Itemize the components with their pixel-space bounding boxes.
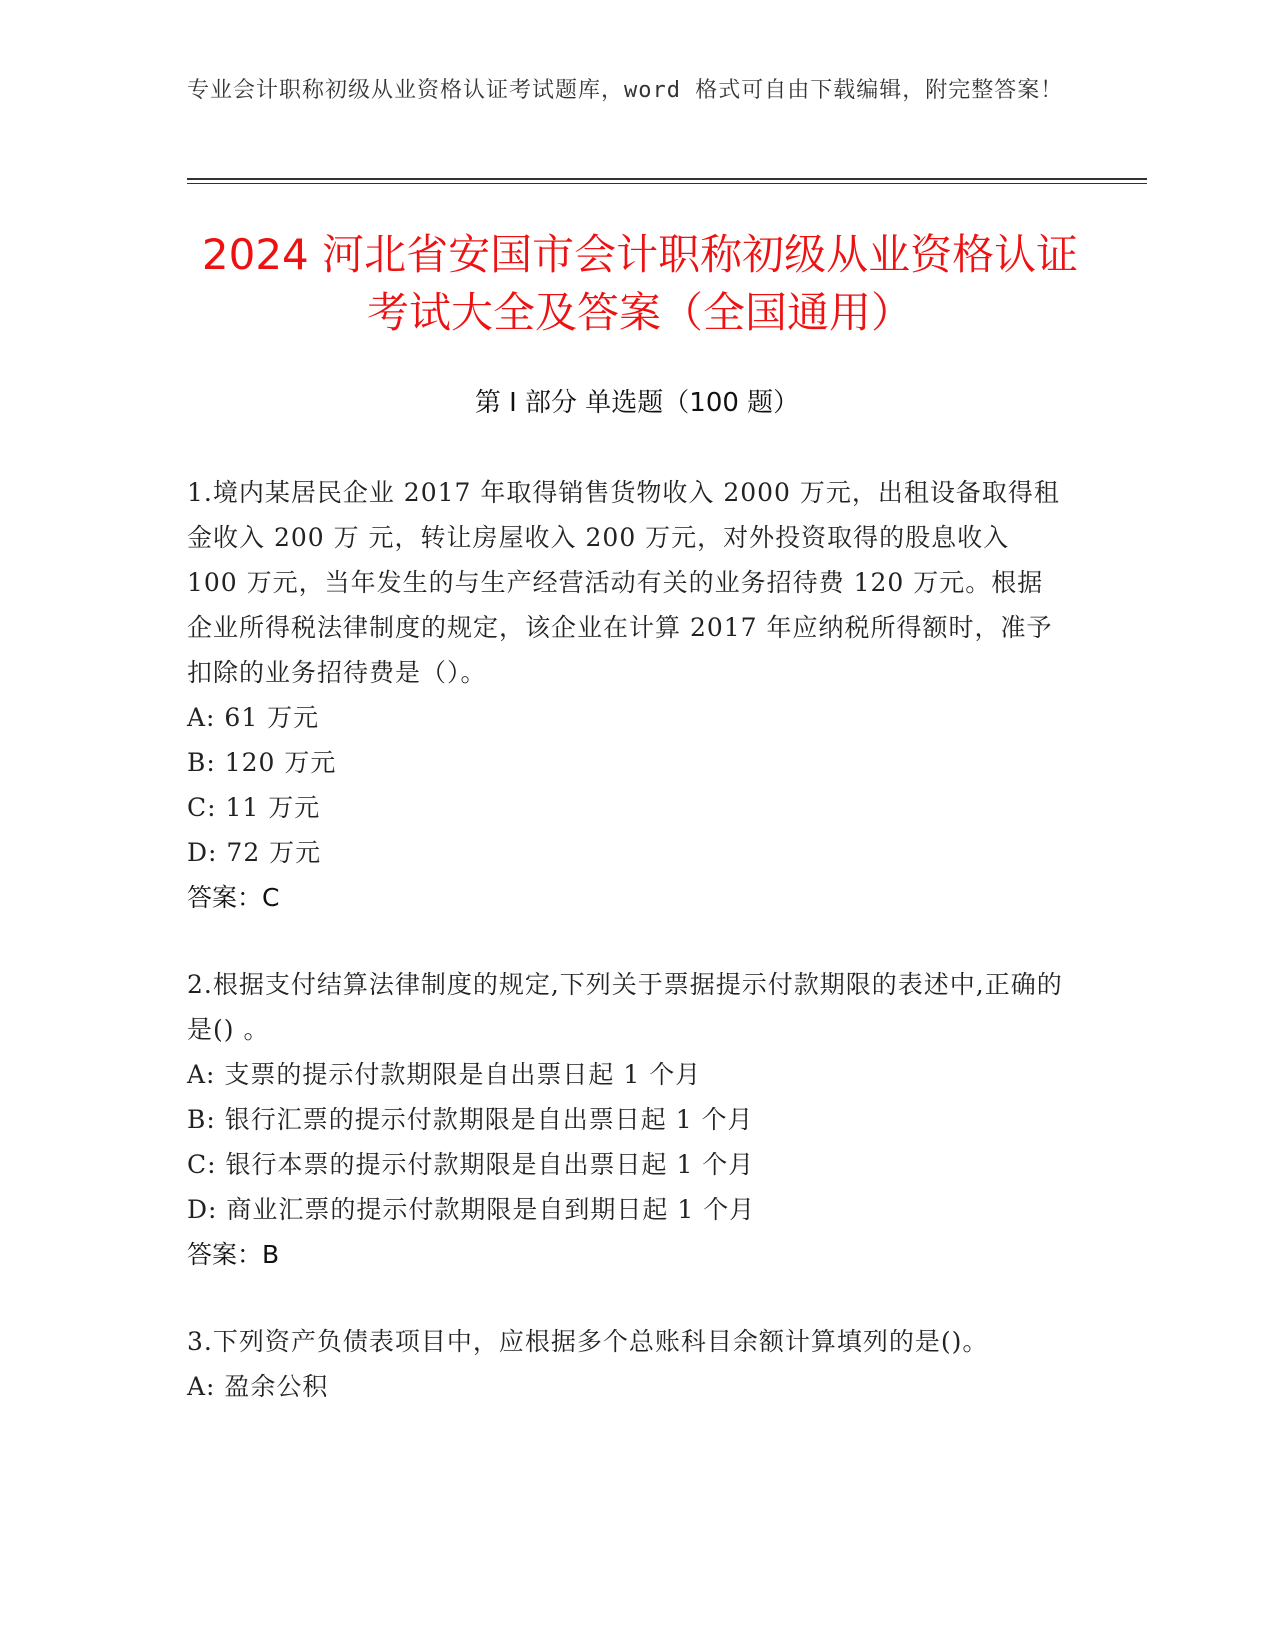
answer: 答案：B [187, 1240, 280, 1269]
option-a: A: 支票的提示付款期限是自出票日起 1 个月 [187, 1060, 702, 1089]
answer: 答案：C [187, 883, 280, 912]
question-3 [187, 1319, 1067, 1409]
question-1 [187, 470, 1067, 920]
question-list [187, 470, 1067, 1451]
question-stem: 2.根据支付结算法律制度的规定,下列关于票据提示付款期限的表述中,正确的是() 。 [187, 970, 1063, 1044]
option-b: B: 银行汇票的提示付款期限是自出票日起 1 个月 [187, 1105, 754, 1134]
section-heading: 第 I 部分 单选题（100 题） [474, 388, 800, 418]
option-a: A: 61 万元 [187, 703, 320, 732]
question-stem: 1.境内某居民企业 2017 年取得销售货物收入 2000 万元，出租设备取得租金收入 200 万 元，转让房屋收入 200 万元，对外投资取得的股息收入 100 万元，当年发生的与生产经营活动有关的业务招待费 120 万元。根据企业所得税法律制度的规定，该企业在计算 2017 年应纳税所得额时，准予扣除的业务招待费是（）。 [187, 478, 1060, 687]
option-d: D: 72 万元 [187, 838, 322, 867]
header-divider-thin [187, 183, 1147, 184]
option-c: C: 11 万元 [187, 793, 321, 822]
option-b: B: 120 万元 [187, 748, 337, 777]
option-a: A: 盈余公积 [187, 1372, 329, 1401]
header-divider-thick [187, 178, 1147, 180]
document-title: 2024 河北省安国市会计职称初级从业资格认证考试大全及答案（全国通用） [201, 230, 1079, 337]
option-d: D: 商业汇票的提示付款期限是自到期日起 1 个月 [187, 1195, 756, 1224]
question-2 [187, 962, 1067, 1277]
question-stem: 3.下列资产负债表项目中，应根据多个总账科目余额计算填列的是()。 [187, 1327, 989, 1356]
option-c: C: 银行本票的提示付款期限是自出票日起 1 个月 [187, 1150, 755, 1179]
header-note: 专业会计职称初级从业资格认证考试题库，word 格式可自由下载编辑，附完整答案！ [187, 78, 1064, 103]
